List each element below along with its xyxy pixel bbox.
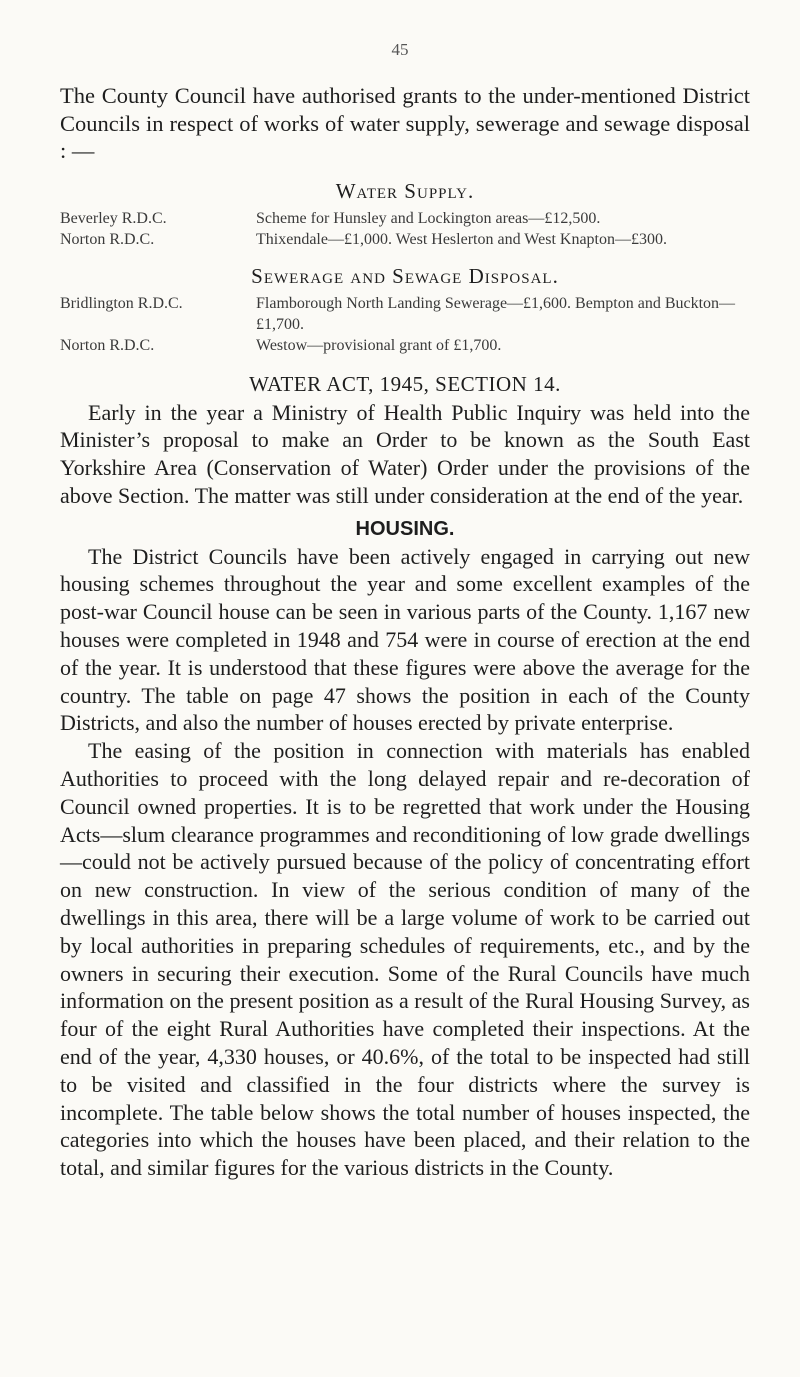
water-supply-entry xyxy=(60,229,750,250)
entry-district: Norton R.D.C. xyxy=(60,230,155,248)
water-act-heading: WATER ACT, 1945, SECTION 14. xyxy=(249,371,561,396)
entry-description: Westow—provisional grant of £1,700. xyxy=(256,336,502,354)
entry-district: Beverley R.D.C. xyxy=(60,209,167,227)
water-act-paragraph: Early in the year a Ministry of Health Public Inquiry was held into the Minister’s proposal to make an Order to be known as the South East Yorkshire Area (Conservation of Water) Order under the provisions of the above Section. The matter was still under consideration at the end of the year. xyxy=(60,399,750,508)
entry-description: Flamborough North Landing Sewerage—£1,600. Bempton and Buckton—£1,700. xyxy=(256,294,736,333)
housing-paragraph: The District Councils have been actively engaged in carrying out new housing schemes throughout the year and some excellent examples of the post-war Council house can be seen in various parts of the County. 1,167 new houses were completed in 1948 and 754 were in course of erection at the end of the year. It is understood that these figures were above the average for the country. The table on page 47 shows the position in each of the County Districts, and also the number of houses erected by private enterprise. xyxy=(60,543,750,736)
entry-district: Norton R.D.C. xyxy=(60,336,155,354)
entry-description: Scheme for Hunsley and Lockington areas—£12,500. xyxy=(256,209,601,227)
sewerage-heading: Sewerage and Sewage Disposal. xyxy=(251,263,559,288)
water-supply-heading: Water Supply. xyxy=(335,178,475,203)
housing-heading: HOUSING. xyxy=(355,517,455,540)
housing-paragraph: The easing of the position in connection with materials has enabled Authorities to proceed with the long delayed repair and re-decoration of Council owned properties. It is to be regretted that work under the Housing Acts—slum clearance programmes and reconditioning of low grade dwellings—could not be actively pursued because of the policy of concentrating effort on new construction. In view of the serious condition of many of the dwellings in this area, there will be a large volume of work to be carried out by local authorities in preparing schedules of requirements, etc., and by the owners in securing their execution. Some of the Rural Councils have much information on the present position as a result of the Rural Housing Survey, as four of the eight Rural Authorities have completed their inspections. At the end of the year, 4,330 houses, or 40.6%, of the total to be inspected had still to be visited and classified in the four districts where the survey is incomplete. The table below shows the total number of houses inspected, the categories into which the houses have been placed, and their relation to the total, and similar figures for the various districts in the County. xyxy=(60,738,750,1181)
sewerage-entry xyxy=(60,293,750,335)
entry-description: Thixendale—£1,000. West Heslerton and West Knapton—£300. xyxy=(256,230,667,248)
water-supply-entry xyxy=(60,208,750,229)
sewerage-entry xyxy=(60,335,750,356)
entry-district: Bridlington R.D.C. xyxy=(60,294,183,312)
intro-paragraph: The County Council have authorised grants to the under-mentioned District Councils in respect of works of water supply, sewerage and sewage disposal : — xyxy=(60,83,750,163)
page-content xyxy=(60,82,750,1182)
page-number: 45 xyxy=(391,40,409,59)
